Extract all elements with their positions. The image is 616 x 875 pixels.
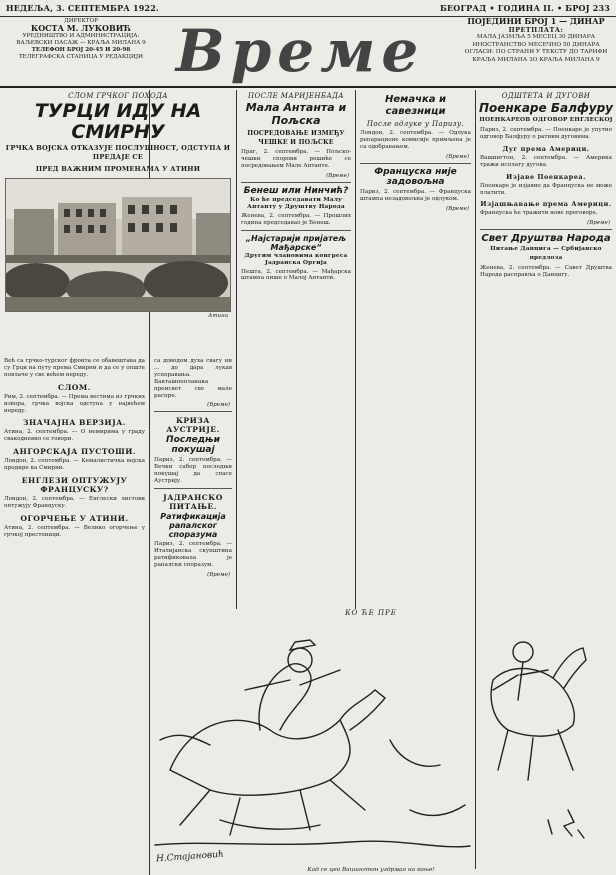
subscription-line: ОГЛАСИ: ПО СТРАНИ У ТЕКСТУ ДО ТАРИФИ xyxy=(464,49,608,55)
story-kicker: СЛОМ ГРЧКОГ ПОХОДА xyxy=(68,92,168,100)
date-strip xyxy=(0,0,616,17)
athens-photo xyxy=(5,178,231,312)
article-headline: Француска није задовољна xyxy=(374,166,457,187)
lead-story xyxy=(0,90,236,354)
director-title: ДИРЕКТОР xyxy=(64,18,98,24)
section-head: Дуг према Америци. xyxy=(502,144,590,153)
section-head: АНГОРСКАЈА ПУСТОШИ. xyxy=(12,447,137,457)
article-subhead: Другим члановима конгреса Јадранска Оргија xyxy=(244,252,348,266)
article-headline: Мала Антанта и Пољска xyxy=(245,101,347,127)
divider xyxy=(154,411,232,412)
section-head: КРИЗА АУСТРИЈЕ. xyxy=(166,416,220,435)
cartoon-caption: Кад се цео Вашингтон уздрмао на коње! xyxy=(307,867,435,873)
story-headline: ТУРЦИ ИДУ НА СМИРНУ xyxy=(34,100,202,143)
article-headline: Поенкаре Балфуру xyxy=(478,101,614,115)
article-text: Праг, 2. септембра. — Пољско-чешки спорови решиће се посредовањем Мале Антанте. xyxy=(241,149,351,169)
column-2 xyxy=(150,356,236,609)
imprint-block xyxy=(6,18,156,62)
issue-line: БЕОГРАД • ГОДИНА II. • БРОЈ 233 xyxy=(439,3,610,13)
divider xyxy=(480,229,612,230)
director-name: КОСТА М. ЛУКОВИЋ xyxy=(30,23,132,34)
divider xyxy=(154,488,232,489)
editorial-address: УРЕДНИШТВО И АДМИНИСТРАЦИЈА: ВАЉЕВСКИ ПАСАЖ — КРАЉА МИЛАНА 9 xyxy=(16,32,146,46)
article-subhead: Питање Данцига — Србијанско предлоза xyxy=(490,246,602,262)
source-mark: (Време) xyxy=(446,205,469,212)
divider xyxy=(360,163,471,164)
article-headline: „Најстарији пријатељ Мађарске“ xyxy=(245,233,347,252)
article-text: Француска ће тражити нове преговоре. xyxy=(480,210,598,217)
article-headline: Последњи покушај xyxy=(166,435,220,456)
article-text: Женева, 2. септембра. — Савет Друштва Народа расправља о Данцигу. xyxy=(480,265,612,279)
cartoon-signature: Н.Стајановић xyxy=(155,849,225,865)
subscription-line: КРАЉА МИЛАНА ЗО КРАЉА МИЛАНА 9 xyxy=(472,56,600,63)
story-subhead: ГРЧКА ВОЈСКА ОТКАЗУЈЕ ПОСЛУШНОСТ, ОДСТУПА И ПРЕДАЈЕ СЕ xyxy=(5,144,231,161)
article-text: Атина, 2. септембра. — Велико огорчење у грчкој престоници. xyxy=(4,524,145,538)
section-head: ЈАДРАНСКО ПИТАЊЕ. xyxy=(163,493,223,512)
cartoon xyxy=(149,609,592,875)
phone-line: ТЕЛЕФОН БРОЈ 20-45 И 20-98 xyxy=(31,47,131,54)
lead-paragraph: Већ са грчко-турског фронта се обавештава да су Грци на путу према Смирни и да се у опште повлаче у све већем нереду. xyxy=(4,358,145,378)
story-kicker: ПОСЛЕ МАРИЈЕНБАДА xyxy=(248,92,344,100)
price-block xyxy=(460,18,612,64)
article-text: Рим, 2. септембра. — Према вестима из грчких извора, грчка војска одступа у највећем нереду. xyxy=(4,393,145,414)
article-headline: Свет Друштва Народа xyxy=(481,233,611,245)
article-text: Лондон, 2. септембра. — Кемалистичка војска продире ка Смирни. xyxy=(4,458,145,472)
masthead-header xyxy=(0,0,616,88)
article-headline: Ратификација рапалског споразума xyxy=(160,512,226,540)
cartoon-drawing-right xyxy=(478,620,592,870)
story-kicker: ОДШТЕТА И ДУГОВИ xyxy=(501,92,591,100)
article-text: Лондон, 2. септембра. — Енглески листови оптужују Француску. xyxy=(4,496,145,509)
column-1 xyxy=(0,356,149,875)
source-mark: (Време) xyxy=(326,172,349,179)
article-text: Париз, 2. септембра. — Италијанска скупштина ратификовала је рапалски споразум. xyxy=(154,541,232,568)
source-mark: (Време) xyxy=(446,153,469,160)
column-4 xyxy=(356,90,475,608)
article-text: Пешта, 2. септембра. — Мађарска штампа пише о Малој Антанти. xyxy=(241,268,351,282)
article-text: са доводом духа свагу ни ... до дара лукав успоравања. Бакташпопланака преисвет све мале распре. xyxy=(154,358,232,399)
newspaper-title: Време xyxy=(175,17,425,85)
article-text: Атина, 2. септембра. — О немирима у граду свакодневно се говори. xyxy=(4,429,145,443)
cartoon-title: КО ЋЕ ПРЕ xyxy=(345,609,397,617)
single-copy-price: ПОЈЕДИНИ БРОЈ 1 — ДИНАР xyxy=(467,16,605,26)
divider xyxy=(241,182,351,183)
cartoon-drawing xyxy=(150,620,476,868)
article-subhead: После одлуке у Паризу. xyxy=(366,120,465,128)
article-subhead: ПОЕНКАРЕОВ ОДГОВОР ЕНГЛЕСКОЈ xyxy=(479,117,613,123)
date-line: НЕДЕЉА, 3. СЕПТЕМБРА 1922. xyxy=(6,3,160,13)
story-subhead: ПРЕД ВАЖНИМ ПРОМЕНАМА У АТИНИ xyxy=(35,165,201,173)
source-mark: (Време) xyxy=(207,571,230,578)
article-headline: Немачка и савезници xyxy=(385,94,446,117)
article-text: Париз, 2. септембра. — Бечки сабор последњи покушај да спасе Аустрију. xyxy=(154,457,232,485)
article-text: Лондон, 2. септембра. — Одлука репарационе комисије примљена је са одобравањем. xyxy=(360,130,471,150)
article-subhead: ПОСРЕДОВАЊЕ ИЗМЕЂУ ЧЕШКЕ И ПОЉСКЕ xyxy=(247,130,345,146)
article-text: Поенкаре је изјавио да Француска не може платити. xyxy=(480,182,612,196)
subscription-line: ИНОСТРАНСТВО МЕСЕЧНО 50 ДИНАРА xyxy=(472,41,600,48)
article-text: Вашингтон, 2. септембра. — Америка тражи исплату дугова. xyxy=(480,154,612,168)
phone-note: ТЕЛЕГРАФСКА СТАНИЦА У РЕДАКЦИЈИ xyxy=(18,54,144,61)
section-head: СЛОМ. xyxy=(58,382,91,392)
article-subhead: Ко ће председавати Малу Антанту у Друштву Народа xyxy=(247,196,345,210)
article-text: Париз, 2. септембра. — Француска штампа незадовољна је одлуком. xyxy=(360,188,471,202)
athens-photo-image xyxy=(6,179,230,311)
article-headline: Бенеш или Нинчић? xyxy=(243,185,349,196)
section-head: Изјашњавање према Америци. xyxy=(480,200,612,209)
subscription-title: ПРЕТПЛАТА: xyxy=(508,25,564,34)
section-head: Изјаве Поенкареа. xyxy=(506,172,586,181)
article-text: Париз, 2. септембра. — Поенкаре је упутио одговор Балфуру о ратним дуговима. xyxy=(480,127,612,140)
section-head: ОГОРЧЕЊЕ У АТИНИ. xyxy=(20,513,129,523)
article-text: Женева, 2. септембра. — Прошлих година председавао је Бенеш. xyxy=(241,212,351,226)
subscription-line: МАЛА ЈАЗМЉА 5 МЕСЕЦ 30 ДИНАРА xyxy=(476,34,596,40)
column-3 xyxy=(237,90,355,608)
source-mark: (Време) xyxy=(207,402,230,409)
section-head: ЗНАЧАЈНА ВЕРЗИЈА. xyxy=(22,418,127,428)
divider xyxy=(241,230,351,231)
source-mark: (Време) xyxy=(587,220,610,227)
photo-caption: Атина xyxy=(208,313,228,319)
section-head: ЕНГЛЕЗИ ОПТУЖУЈУ ФРАНЦУСКУ? xyxy=(21,476,128,495)
